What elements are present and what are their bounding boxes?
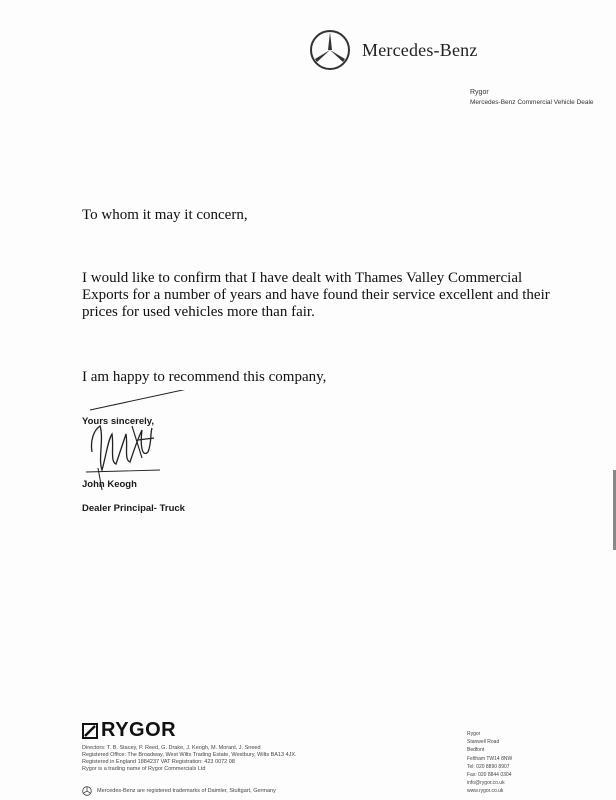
valediction: Yours sincerely, (82, 416, 154, 427)
dealer-subtitle: Mercedes-Benz Commercial Vehicle Deale (470, 99, 594, 106)
signatory-title: Dealer Principal- Truck (82, 503, 185, 514)
fax-line: Fax: 020 8844 0304 (467, 772, 512, 779)
brand-name: Mercedes-Benz (362, 39, 478, 60)
address-line: Feltham TW14 8NW (467, 755, 513, 762)
registration-line: Registered in England 1884237 VAT Registration: 423 0072 08 (82, 759, 235, 765)
address-line: Stanwell Road (467, 739, 500, 746)
dealer-info (470, 88, 594, 108)
email-line: info@rygor.co.uk (467, 780, 505, 787)
rygor-mark-icon (82, 723, 98, 739)
address-line: Rygor (467, 731, 481, 737)
directors-line: Directors: T. B. Stacey, P. Reed, G. Drake, J. Keogh, M. Morant, J. Sneed (82, 745, 261, 751)
registered-office-line: Registered Office: The Broadway, West Wilts Trading Estate, Westbury, Wilts BA13 4JX. (82, 752, 297, 758)
trademark-notice (82, 786, 276, 796)
dealer-address (467, 730, 512, 796)
phone-line: Tel: 020 8890 8907 (467, 763, 510, 770)
dealer-name: Rygor (470, 89, 489, 96)
signatory-name: John Keogh (82, 479, 137, 490)
handwritten-signature (80, 390, 230, 500)
mercedes-star-small-icon (82, 786, 92, 796)
letter-closing: I am happy to recommend this company, (82, 369, 327, 385)
address-line: Bedfont (467, 747, 485, 754)
mercedes-star-icon (308, 28, 352, 72)
company-details (82, 745, 297, 773)
rygor-wordmark: RYGOR (101, 719, 177, 741)
mercedes-logo (308, 28, 478, 72)
trading-name-line: Rygor is a trading name of Rygor Commercials Ltd (82, 766, 206, 772)
letter-body: I would like to confirm that I have dealt with Thames Valley Commercial Exports for a number of years and have found their service excellent and their prices for used vehicles more than fair. (82, 270, 550, 320)
website-line: www.rygor.co.uk (467, 788, 504, 795)
letter-greeting: To whom it may it concern, (82, 207, 248, 223)
trademark-text: Mercedes-Benz are registered trademarks of Daimler, Stuttgart, Germany (97, 788, 276, 794)
rygor-logo (82, 719, 176, 742)
